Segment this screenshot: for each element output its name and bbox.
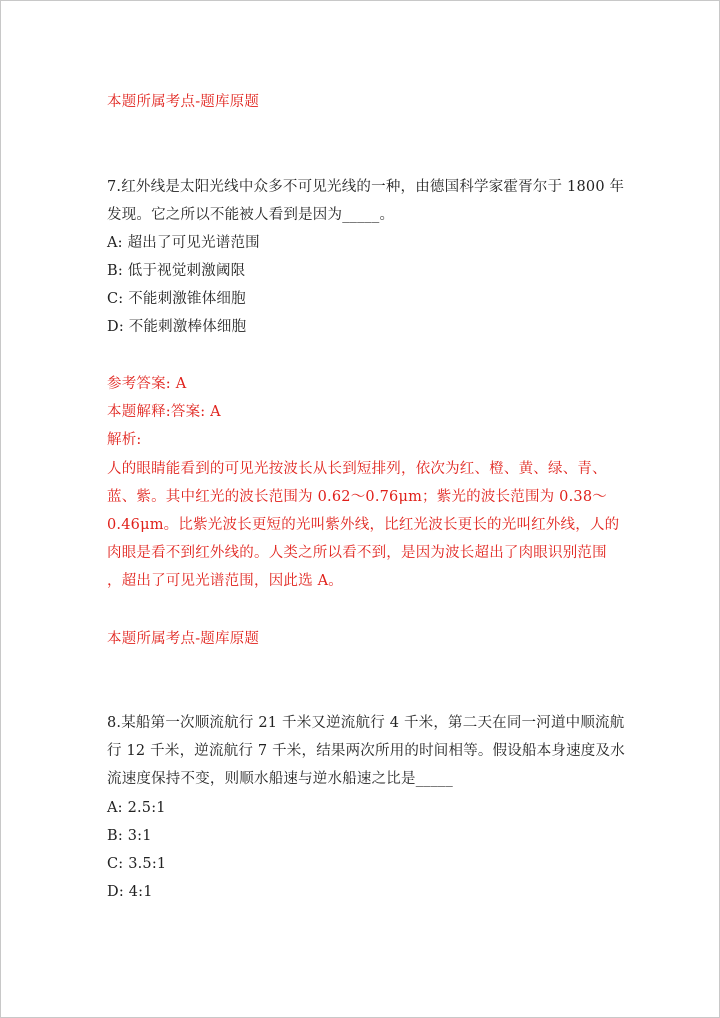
q8-option-b: B: 3:1 [107,828,152,844]
q7-analysis-line-3: 0.46μm。比紫光波长更短的光叫紫外线，比红光波长更长的光叫红外线，人的 [107,517,620,533]
q7-option-c: C: 不能刺激锥体细胞 [107,291,246,307]
q7-analysis-line-1: 人的眼睛能看到的可见光按波长从长到短排列，依次为红、橙、黄、绿、青、 [107,461,607,477]
q7-analysis-line-5: ，超出了可见光谱范围，因此选 A。 [107,573,343,589]
q8-option-d: D: 4:1 [107,884,153,900]
q8-stem-line-3: 流速度保持不变，则顺水船速与逆水船速之比是_____ [107,771,453,787]
q8-stem-line-1: 8.某船第一次顺流航行 21 千米又逆流航行 4 千米，第二天在同一河道中顺流航 [107,715,625,731]
q7-stem-line-2: 发现。它之所以不能被人看到是因为_____。 [107,207,395,223]
q7-explanation-label: 本题解释:答案: A [107,404,221,420]
q7-option-b: B: 低于视觉刺激阈限 [107,263,246,279]
q7-option-d: D: 不能刺激棒体细胞 [107,319,247,335]
q8-option-c: C: 3.5:1 [107,856,167,872]
q7-analysis-label: 解析: [107,432,142,448]
source-note-top: 本题所属考点-题库原题 [107,94,260,110]
q7-analysis-line-2: 蓝、紫。其中红光的波长范围为 0.62～0.76μm；紫光的波长范围为 0.38～ [107,489,607,505]
q8-stem-line-2: 行 12 千米，逆流航行 7 千米，结果两次所用的时间相等。假设船本身速度及水 [107,743,625,759]
q7-answer: 参考答案: A [107,376,187,392]
q7-option-a: A: 超出了可见光谱范围 [107,235,260,251]
q7-source-note: 本题所属考点-题库原题 [107,631,260,647]
q7-analysis-line-4: 肉眼是看不到红外线的。人类之所以看不到，是因为波长超出了肉眼识别范围 [107,545,607,561]
q7-stem-line-1: 7.红外线是太阳光线中众多不可见光线的一种，由德国科学家霍胥尔于 1800 年 [107,179,625,195]
q8-option-a: A: 2.5:1 [107,800,166,816]
